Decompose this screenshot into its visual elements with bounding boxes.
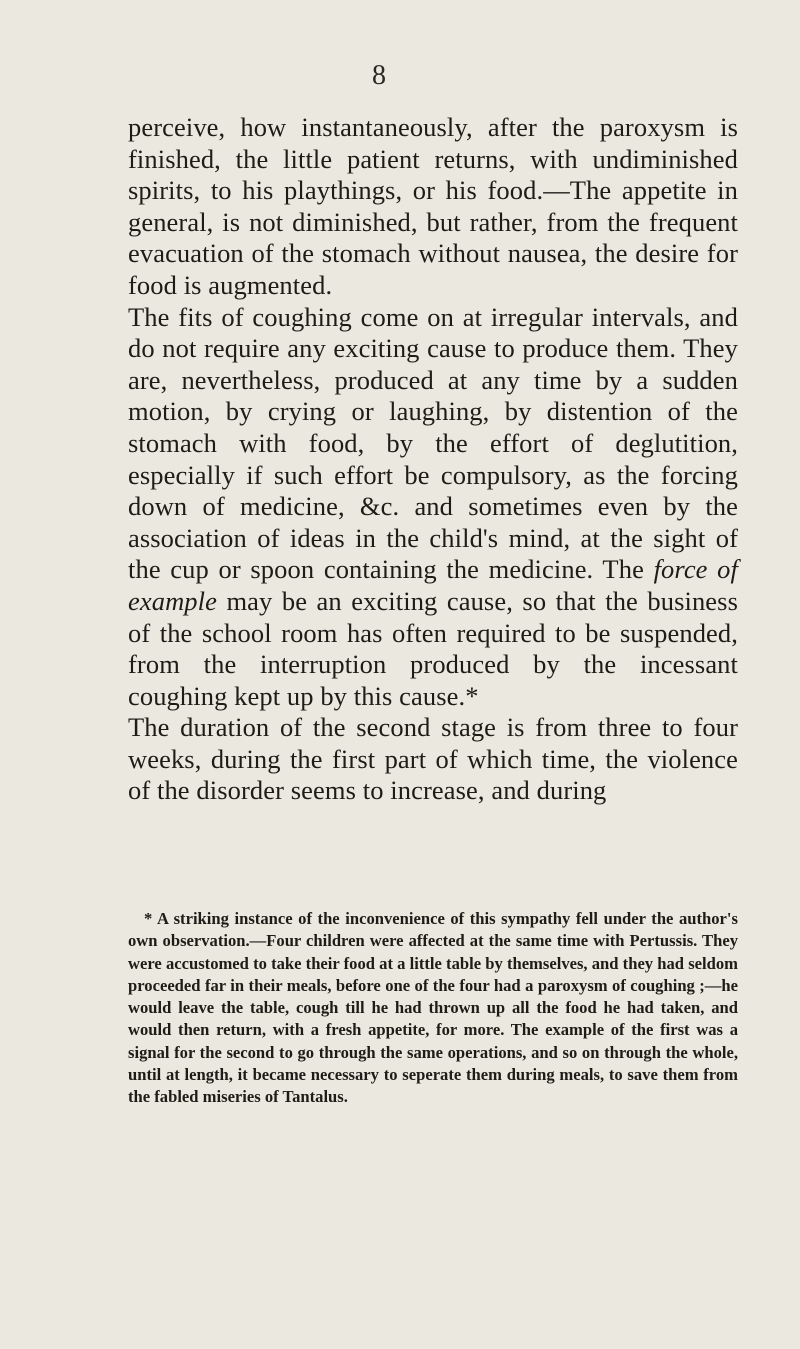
footnote-section [128,908,738,1109]
paragraph-2-text-after: may be an exciting cause, so that the business of the school room has often required to be suspended, from the interruption produced by the incessant coughing kept up by this cause.* [128,585,738,711]
footnote: * A striking instance of the inconvenience of this sympathy fell under the author's own observation.—Four children were affected at the same time with Pertussis. They were accustomed to take their food at a little table by themselves, and they had seldom proceeded far in their meals, before one of the four had a paroxysm of coughing ;—he would leave the table, cough till he had thrown up all the food he had taken, and would then return, with a fresh appetite, for more. The example of the first was a signal for the second to go through the same operations, and so on through the whole, until at length, it became necessary to seperate them during meals, to save them from the fabled miseries of Tantalus. [128,909,738,1107]
paragraph-2 [128,302,738,713]
paragraph-3: The duration of the second stage is from three to four weeks, during the first part of which time, the violence of the disorder seems to increase, and during [128,712,738,806]
paragraph-2-text-before: The fits of coughing come on at irregular intervals, and do not require any exciting cause to produce them. They are, nevertheless, produced at any time by a sudden motion, by crying or laughing, by distention of the stomach with food, by the effort of deglutition, especially if such effort be compulsory, as the forcing down of medicine, &c. and sometimes even by the association of ideas in the child's mind, at the sight of the cup or spoon containing the medicine. The [128,301,738,585]
paragraph-2-emphasis: force of example [128,554,738,616]
paragraph-1: perceive, how instantaneously, after the paroxysm is finished, the little patient returns, with undiminished spirits, to his playthings, or his food.—The appetite in general, is not diminished, but rather, from the frequent evacuation of the stomach without nausea, the desire for food is augmented. [128,112,738,300]
page-number: 8 [372,60,386,91]
body-text [128,112,738,807]
